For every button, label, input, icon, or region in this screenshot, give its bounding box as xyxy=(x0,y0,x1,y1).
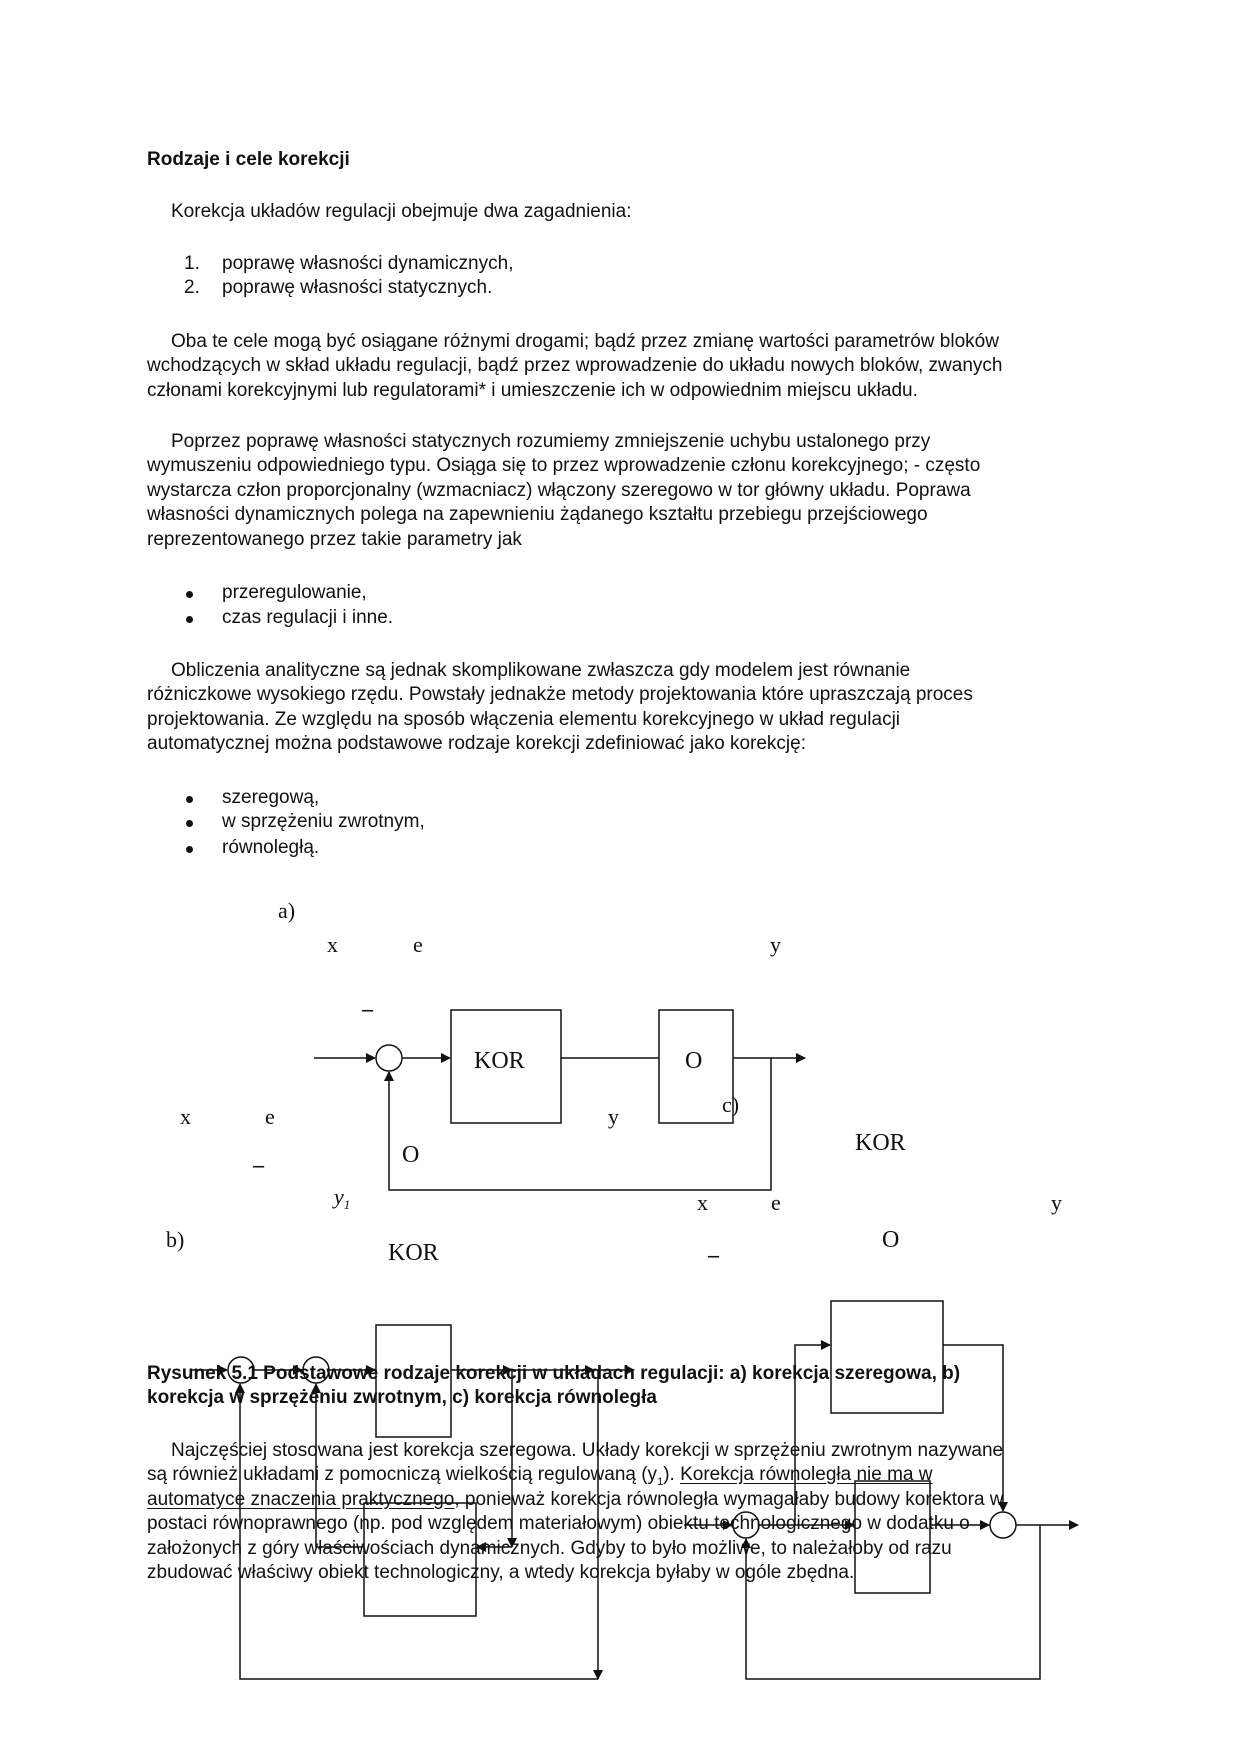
paragraph-line: wymuszeniu odpowiedniego typu. Osiąga się to przez wprowadzenie członu korekcyjnego; - często xyxy=(147,455,981,476)
paragraph-line: Oba te cele mogą być osiągane różnymi drogami; bądź przez zmianę wartości parametrów bloków xyxy=(171,331,999,352)
label-x: x xyxy=(697,1190,708,1215)
label-e: e xyxy=(265,1104,275,1129)
o-label: O xyxy=(402,1142,420,1168)
paragraph-line: wchodzących w skład układu regulacji, bądź przez wprowadzenie do układu nowych bloków, zwanych xyxy=(147,355,1003,376)
paragraph-line: projektowania. Ze względu na sposób włączenia elementu korekcyjnego w układ regulacji xyxy=(147,709,901,730)
paragraph-line: postaci równoprawnego (np. pod względem materiałowym) obiektu technologicznego w dodatku o xyxy=(147,1513,970,1534)
label-e: e xyxy=(771,1190,781,1215)
paragraph-line: członami korekcyjnymi lub regulatorami* i umieszczenie ich w odpowiednim miejscu układu. xyxy=(147,380,918,401)
o-label: O xyxy=(882,1227,900,1253)
underlined-text: automatyce znaczenia praktycznego xyxy=(147,1489,455,1510)
minus-sign: – xyxy=(362,996,373,1021)
paragraph-line: automatycznej można podstawowe rodzaje korekcji zdefiniować jako korekcję: xyxy=(147,733,806,754)
label-b: b) xyxy=(166,1227,185,1252)
paragraph-line: własności dynamicznych polega na zapewnieniu żądanego kształtu przebiegu przejściowego xyxy=(147,504,928,525)
paragraph-line: Najczęściej stosowana jest korekcja szeregowa. Układy korekcji w sprzężeniu zwrotnym nazywane xyxy=(171,1440,1004,1461)
minus-sign: – xyxy=(708,1242,719,1267)
kor-label: KOR xyxy=(474,1048,525,1074)
minus-sign: – xyxy=(253,1152,264,1177)
paragraph-line: reprezentowanego przez takie parametry jak xyxy=(147,529,522,550)
kor-label: KOR xyxy=(388,1240,439,1266)
figure-caption-line: korekcja w sprzężeniu zwrotnym, c) korekcja równoległa xyxy=(147,1387,658,1408)
figure-caption-line: Rysunek 5.1 Podstawowe rodzaje korekcji w układach regulacji: a) korekcja szeregowa, b) xyxy=(147,1363,961,1384)
label-e: e xyxy=(413,932,423,957)
label-x: x xyxy=(180,1104,191,1129)
list-item: w sprzężeniu zwrotnym, xyxy=(222,811,425,832)
list-item: poprawę własności statycznych. xyxy=(222,277,493,298)
section-title: Rodzaje i cele korekcji xyxy=(147,149,350,170)
underlined-text: Korekcja równoległa nie ma w xyxy=(680,1464,933,1485)
label-x: x xyxy=(327,932,338,957)
label-y: y xyxy=(608,1104,619,1129)
summing-junction xyxy=(376,1045,402,1071)
summing-junction xyxy=(990,1512,1016,1538)
list-item: poprawę własności dynamicznych, xyxy=(222,253,514,274)
paragraph-line: są również układami z pomocniczą wielkością regulowaną $(y_1)$. Korekcja równoległa nie ma w xyxy=(147,1464,933,1488)
list-item: równoległą. xyxy=(222,837,320,858)
list-number: 1. xyxy=(184,253,200,274)
label-c: c) xyxy=(722,1092,740,1117)
list-item: czas regulacji i inne. xyxy=(222,607,394,628)
list-item: przeregulowanie, xyxy=(222,582,367,603)
paragraph-line: zbudować właściwy obiekt technologiczny, a wtedy korekcja byłaby w ogóle zbędna. xyxy=(147,1562,855,1583)
paragraph-line: założonych z góry właściwościach dynamicznych. Gdyby to było możliwe, to należałoby od razu xyxy=(147,1538,952,1559)
paragraph-line: automatyce znaczenia praktycznego, ponieważ korekcja równoległa wymagałaby budowy korektora w xyxy=(147,1489,1004,1510)
label-y1: $y_1$ xyxy=(334,1184,351,1212)
paragraph-line: wystarcza człon proporcjonalny (wzmacniacz) włączony szeregowo w tor główny układu. Poprawa xyxy=(147,480,971,501)
paragraph-line: Obliczenia analityczne są jednak skomplikowane zwłaszcza gdy modelem jest równanie xyxy=(171,660,911,681)
paragraph-line: Poprzez poprawę własności statycznych rozumiemy zmniejszenie uchybu ustalonego przy xyxy=(171,431,931,452)
label-y: y xyxy=(1051,1190,1062,1215)
kor-block xyxy=(831,1301,943,1413)
paragraph-line: różniczkowe wysokiego rzędu. Powstały jednakże metody projektowania które upraszczają proces xyxy=(147,684,973,705)
label-a: a) xyxy=(278,898,296,923)
intro-text: Korekcja układów regulacji obejmuje dwa zagadnienia: xyxy=(171,201,632,222)
list-number: 2. xyxy=(184,277,200,298)
kor-label: KOR xyxy=(855,1130,906,1156)
list-item: szeregową, xyxy=(222,787,320,808)
label-y: y xyxy=(770,932,781,957)
o-label: O xyxy=(685,1048,703,1074)
